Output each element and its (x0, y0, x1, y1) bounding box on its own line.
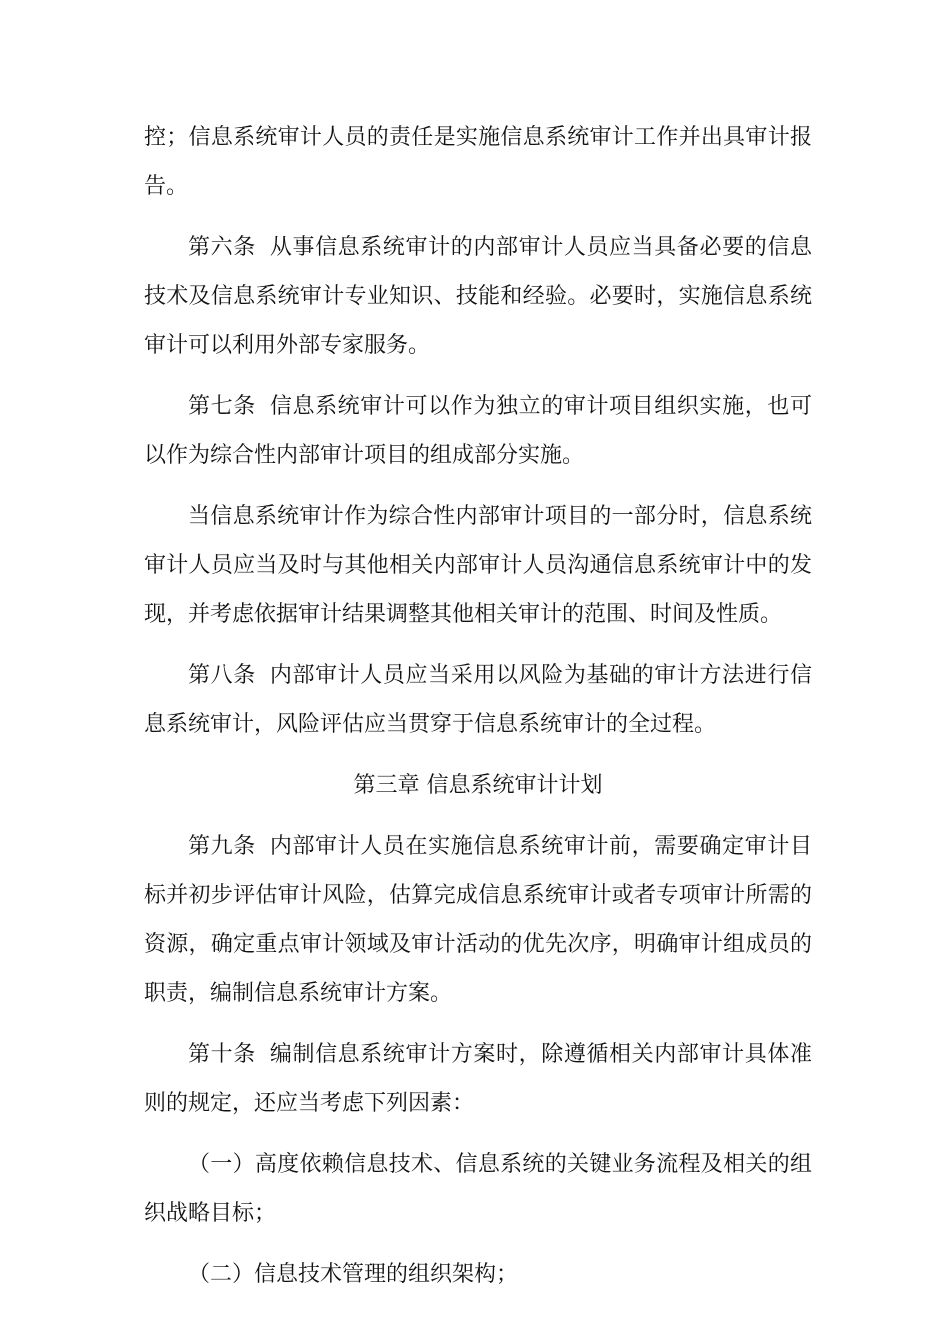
article-number: 第十条 (188, 1042, 256, 1067)
paragraph-body: 当信息系统审计作为综合性内部审计项目的一部分时，信息系统审计人员应当及时与其他相关内部审计人员沟通信息系统审计中的发现，并考虑依据审计结果调整其他相关审计的范围、时间及性质。 (144, 504, 812, 627)
list-item: （一）高度依赖信息技术、信息系统的关键业务流程及相关的组织战略目标； (144, 1152, 812, 1226)
article-text: 编制信息系统审计方案时，除遵循相关内部审计具体准则的规定，还应当考虑下列因素： (144, 1042, 812, 1116)
chapter-heading: 第三章 信息系统审计计划 (353, 773, 603, 798)
article-10 (144, 1030, 812, 1128)
article-text: 从事信息系统审计的内部审计人员应当具备必要的信息技术及信息系统审计专业知识、技能和经验。必要时，实施信息系统审计可以利用外部专家服务。 (144, 235, 812, 358)
list-item: （二）信息技术管理的组织架构； (188, 1262, 519, 1287)
article-6 (144, 223, 812, 370)
article-text: 信息系统审计可以作为独立的审计项目组织实施，也可以作为综合性内部审计项目的组成部分实施。 (144, 394, 812, 468)
article-7 (144, 382, 812, 480)
article-number: 第六条 (188, 235, 256, 260)
article-number: 第九条 (188, 834, 256, 859)
article-number: 第七条 (188, 394, 256, 419)
article-8 (144, 651, 812, 749)
article-number: 第八条 (188, 663, 256, 688)
article-9 (144, 822, 812, 1018)
article-text: 内部审计人员在实施信息系统审计前，需要确定审计目标并初步评估审计风险，估算完成信息系统审计或者专项审计所需的资源，确定重点审计领域及审计活动的优先次序，明确审计组成员的职责，编制信息系统审计方案。 (144, 834, 812, 1006)
article-text: 内部审计人员应当采用以风险为基础的审计方法进行信息系统审计，风险评估应当贯穿于信息系统审计的全过程。 (144, 663, 812, 737)
paragraph-continuation: 控；信息系统审计人员的责任是实施信息系统审计工作并出具审计报告。 (144, 125, 812, 199)
